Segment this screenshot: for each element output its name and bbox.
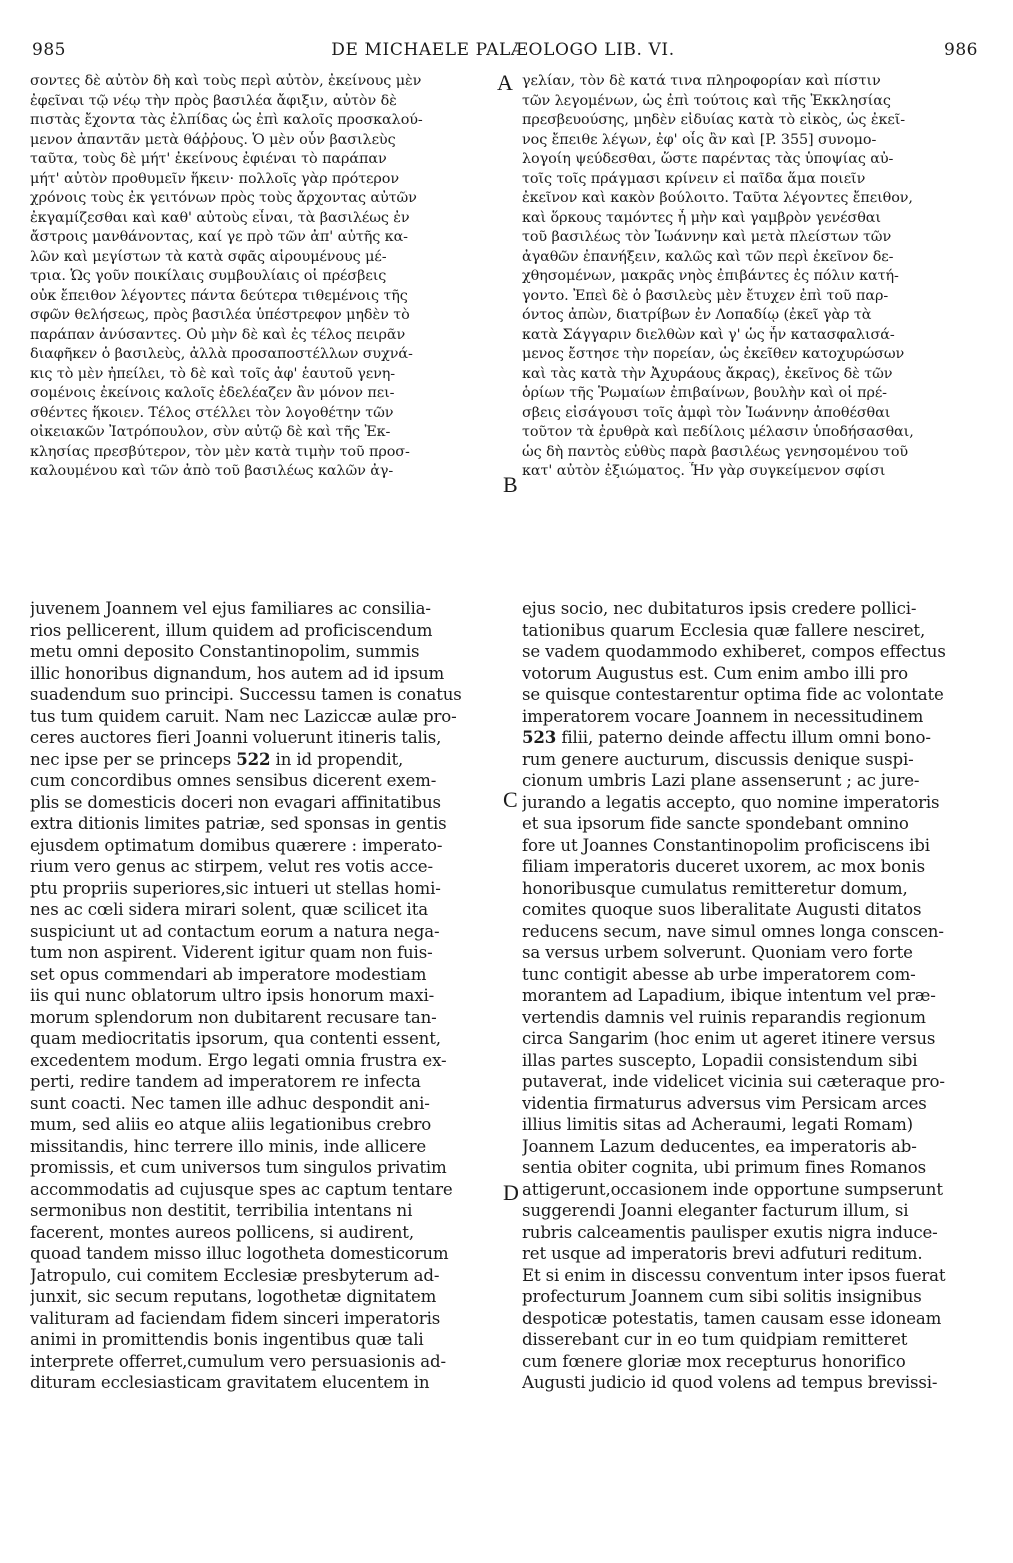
greek-column-left <box>30 72 492 482</box>
text-line: sermonibus non destitit, terribilia intentans ni <box>30 1201 413 1220</box>
latin-column-right <box>522 598 990 1394</box>
text-line: ἐκγαμίζεσθαι καὶ καθ' αὐτοὺς εἶναι, τὰ βασιλέως ἐν <box>30 209 410 226</box>
page-marker: 522 <box>236 748 271 769</box>
text-line: οἰκειακῶν Ἰατρόπουλον, σὺν αὐτῷ δὲ καὶ τῆς Ἐκ- <box>30 424 391 440</box>
text-line: quam mediocritatis ipsorum, qua contenti essent, <box>30 1029 441 1048</box>
text-line: facerent, montes aureos pollicens, si audirent, <box>30 1222 414 1242</box>
text-line: τοῦτον τὰ ἐρυθρὰ καὶ πεδίλοις μέλασιν ὑποδήσασθαι, <box>522 424 914 440</box>
text-line: μενον ἀπαντᾶν μετὰ θάῤῥους. Ὁ μὲν οὖν βασιλεὺς <box>30 131 396 148</box>
greek-column-right <box>522 72 984 482</box>
text-line: perti, redire tandem ad imperatorem re infecta <box>30 1072 421 1091</box>
text-line: ἄστροις μανθάνοντας, καί γε πρὸ τῶν ἀπ' αὐτῆς κα- <box>30 229 408 245</box>
text-line: suggerendi Joanni eleganter facturum illum, si <box>522 1201 909 1220</box>
text-line: morantem ad Lapadium, ibique intentum vel præ- <box>522 986 936 1005</box>
text-line: suadendum suo principi. Successu tamen is conatus <box>30 685 462 704</box>
text-line: διαφῆκεν ὁ βασιλεὺς, ἀλλὰ προσαποστέλλων συχνά- <box>30 346 413 362</box>
text-line: interprete offerret,cumulum vero persuasionis ad- <box>30 1351 446 1371</box>
text-line: ἐκεῖνον καὶ κακὸν βούλοιτο. Ταῦτα λέγοντες ἔπειθον, <box>522 190 913 206</box>
text-line: Augusti judicio id quod volens ad tempus brevissi- <box>522 1373 938 1392</box>
text-line: Joannem Lazum deducentes, ea imperatoris ab- <box>522 1136 917 1156</box>
text-line: promissis, et cum universos tum singulos privatim <box>30 1158 447 1177</box>
text-line: extra ditionis limites patriæ, sed sponsas in gentis <box>30 814 447 833</box>
text-line: animi in promittendis bonis ingentibus quæ tali <box>30 1330 424 1349</box>
text-line: imperatorem vocare Joannem in necessitudinem <box>522 706 924 726</box>
text-line: καὶ τὰς κατὰ τὴν Ἀχυράους ἄκρας), ἐκεῖνος δὲ τῶν <box>522 365 893 382</box>
text-line: junxit, sic secum reputans, logothetæ dignitatem <box>30 1287 437 1306</box>
text-line: Jatropulo, cui comitem Ecclesiæ presbyterum ad- <box>30 1265 440 1285</box>
margin-letter-b: B <box>503 472 518 497</box>
text-line: σθέντες ἥκοιεν. Τέλος στέλλει τὸν λογοθέτην τῶν <box>30 404 394 421</box>
text-line: plis se domesticis doceri non evagari affinitatibus <box>30 792 441 812</box>
text-line: μενος ἔστησε τὴν πορείαν, ὡς ἐκεῖθεν κατοχυρώσων <box>522 346 905 362</box>
text-line: filiam imperatoris duceret uxorem, ac mox bonis <box>522 857 926 876</box>
text-line: ὡς δὴ παντὸς εὐθὺς παρὰ βασιλέως γενησομένου τοῦ <box>522 443 909 460</box>
text-line: missitandis, hinc terrere illo minis, inde allicere <box>30 1136 427 1156</box>
text-line: γοντο. Ἐπεὶ δὲ ὁ βασιλεὺς μὲν ἔτυχεν ἐπὶ τοῦ παρ- <box>522 287 889 304</box>
text-line: τρια. Ὡς γοῦν ποικίλαις συμβουλίαις οἱ πρέσβεις <box>30 268 387 284</box>
text-line: πρεσβευούσης, μηδὲν εἰδυίας κατὰ τὸ εἰκὸς, ὡς ἐκεῖ- <box>522 112 906 128</box>
text-line: honoribusque cumulatus remitteretur domum, <box>522 878 908 898</box>
text-line: καὶ ὅρκους ταμόντες ἦ μὴν καὶ γαμβρὸν γενέσθαι <box>522 209 881 226</box>
page-number-left: 985 <box>32 40 66 60</box>
text-line: attigerunt,occasionem inde opportune sumpserunt <box>522 1179 943 1199</box>
text-line: metu omni deposito Constantinopolim, summis <box>30 642 420 661</box>
text-line: καλουμένου καὶ τῶν ἀπὸ τοῦ βασιλέως καλῶν ἀγ- <box>30 463 394 479</box>
text-line: κατ' αὐτὸν ἐξιώματος. Ἦν γὰρ συγκείμενον σφίσι <box>522 463 886 479</box>
text-line: votorum Augustus est. Cum enim ambo illi pro <box>522 663 909 683</box>
text-line: excedentem modum. Ergo legati omnia frustra ex- <box>30 1050 447 1070</box>
text-line: sunt coacti. Nec tamen ille adhuc despondit ani- <box>30 1093 430 1113</box>
text-line: nes ac cœli sidera mirari solent, quæ scilicet ita <box>30 900 428 919</box>
text-line: mum, sed aliis eo atque aliis legationibus crebro <box>30 1115 432 1134</box>
text-line: circa Sangarim (hoc enim ut ageret itinere versus <box>522 1029 936 1048</box>
text-line: ejusdem optimatum domibus quærere : imperato- <box>30 835 443 855</box>
text-line: set opus commendari ab imperatore modestiam <box>30 964 427 984</box>
text-line: accommodatis ad cujusque spes ac captum tentare <box>30 1179 453 1199</box>
text-line: οὐκ ἔπειθον λέγοντες πάντα δεύτερα τιθεμένοις τῆς <box>30 287 408 304</box>
text-line: ceres auctores fieri Joanni voluerunt itineris talis, <box>30 728 442 747</box>
text-line: λογοίη ψεύδεσθαι, ὥστε παρέντας τὰς ὑποψίας αὐ- <box>522 151 894 167</box>
text-line: illas partes suscepto, Lopadii consistendum sibi <box>522 1050 918 1070</box>
text-line: se vadem quodammodo exhiberet, compos effectus <box>522 642 946 661</box>
margin-letter-a: A <box>497 70 513 95</box>
text-line: ret usque ad imperatoris brevi adfuturi reditum. <box>522 1244 923 1263</box>
text-line: σφῶν θελήσεως, πρὸς βασιλέα ὑπέστρεφον μηδὲν τὸ <box>30 307 410 323</box>
text-line: γελίαν, τὸν δὲ κατά τινα πληροφορίαν καὶ πίστιν <box>522 73 881 89</box>
text-line: παράπαν ἀνύσαντες. Οὐ μὴν δὲ καὶ ἐς τέλος πειρᾶν <box>30 326 406 343</box>
text-line: juvenem Joannem vel ejus familiares ac consilia- <box>30 599 431 618</box>
text-line: cum concordibus omnes sensibus dicerent exem- <box>30 771 437 790</box>
text-line: rubris calceamentis paulisper exutis nigra induce- <box>522 1222 938 1242</box>
text-line: 523 filii, paterno deinde affectu illum omni bono- <box>522 727 931 747</box>
text-line: tus tum quidem caruit. Nam nec Laziccæ aulæ pro- <box>30 706 457 726</box>
text-line: νος ἔπειθε λέγων, ἐφ' οἷς ἂν καὶ [P. 355] συνομο- <box>522 131 877 148</box>
text-line: iis qui nunc oblatorum ultro ipsis honorum maxi- <box>30 986 435 1005</box>
margin-letter-d: D <box>503 1180 519 1205</box>
text-line: σομένοις ἐκείνοις καλοῖς ἐδελέαζεν ἂν μόνον πει- <box>30 385 395 401</box>
text-line: κατὰ Σάγγαριν διελθὼν καὶ γ' ὡς ἦν κατασφαλισά- <box>522 326 895 343</box>
text-line: λῶν καὶ μεγίστων τὰ κατὰ σφᾶς αἱρουμένους μέ- <box>30 248 387 265</box>
latin-column-left <box>30 598 498 1394</box>
text-line: reducens secum, nave simul omnes longa conscen- <box>522 921 944 941</box>
running-title: DE MICHAELE PALÆOLOGO LIB. VI. <box>331 40 675 60</box>
text-line: illius limitis sitas ad Acheraumi, legati Romam) <box>522 1115 913 1134</box>
text-line: vertendis damnis vel ruinis reparandis regionum <box>522 1007 926 1027</box>
text-line: Et si enim in discessu conventum inter ipsos fuerat <box>522 1265 946 1285</box>
text-line: rios pellicerent, illum quidem ad proficiscendum <box>30 620 433 640</box>
text-line: quoad tandem misso illuc logotheta domesticorum <box>30 1244 449 1263</box>
text-line: jurando a legatis accepto, quo nomine imperatoris <box>522 792 940 812</box>
text-line: cionum umbris Lazi plane assenserunt ; ac jure- <box>522 771 920 790</box>
text-line: μήτ' αὐτὸν προθυμεῖν ἥκειν· πολλοῖς γὰρ πρότερον <box>30 170 399 187</box>
text-line: et sua ipsorum fide sancte spondebant omnino <box>522 814 909 833</box>
text-line: χθησομένων, μακρᾶς νηὸς ἐπιβάντες ἐς πόλιν κατή- <box>522 268 899 284</box>
page-marker: 523 <box>522 727 557 747</box>
text-line: valituram ad faciendam fidem sinceri imperatoris <box>30 1308 441 1328</box>
text-line: se quisque contestarentur optima fide ac volontate <box>522 685 944 704</box>
text-line: κις τὸ μὲν ἠπείλει, τὸ δὲ καὶ τοῖς ἀφ' ἑαυτοῦ γενη- <box>30 365 396 382</box>
text-line: σβεις εἰσάγουσι τοῖς ἀμφὶ τὸν Ἰωάννην ἀποθέσθαι <box>522 404 891 421</box>
text-line: χρόνοις τοὺς ἐκ γειτόνων πρὸς τοὺς ἄρχοντας αὐτῶν <box>30 190 417 206</box>
text-line: τοῦ βασιλέως τὸν Ἰωάννην καὶ μετὰ πλείστων τῶν <box>522 229 892 245</box>
text-line: videntia firmaturus adversus vim Persicam arces <box>522 1093 927 1113</box>
text-line: τῶν λεγομένων, ὡς ἐπὶ τούτοις καὶ τῆς Ἐκκλησίας <box>522 92 891 109</box>
text-line: fore ut Joannes Constantinopolim proficiscens ibi <box>522 835 930 855</box>
text-line: nec ipse per se princeps 522 in id propendit, <box>30 748 404 769</box>
text-line: comites quoque suos liberalitate Augusti ditatos <box>522 900 922 919</box>
text-line: όντος ἀπὼν, διατρίβων ἐν Λοπαδίῳ (ἐκεῖ γὰρ τὰ <box>522 307 872 323</box>
text-line: suspiciunt ut ad contactum eorum a natura nega- <box>30 921 440 941</box>
text-line: ὁρίων τῆς Ῥωμαίων ἐπιβαίνων, βουλὴν καὶ οἱ πρέ- <box>522 385 887 401</box>
page-number-right: 986 <box>944 40 978 60</box>
text-line: ptu propriis superiores,sic intueri ut stellas homi- <box>30 878 441 898</box>
text-line: κλησίας πρεσβύτερον, τὸν μὲν κατὰ τιμὴν τοῦ προσ- <box>30 443 410 460</box>
margin-letter-c: C <box>503 787 518 812</box>
running-header <box>28 40 978 68</box>
text-line: cum fœnere gloriæ mox recepturus honorifico <box>522 1351 906 1371</box>
text-line: πιστὰς ἔχοντα τὰς ἐλπίδας ὡς ἐπὶ καλοῖς προσκαλού- <box>30 112 423 128</box>
text-line: ejus socio, nec dubitaturos ipsis credere pollici- <box>522 599 917 618</box>
text-line: despoticæ potestatis, tamen causam esse idoneam <box>522 1308 942 1328</box>
text-line: dituram ecclesiasticam gravitatem elucentem in <box>30 1373 430 1392</box>
text-line: rium vero genus ac stirpem, velut res votis acce- <box>30 857 433 876</box>
text-line: illic honoribus dignandum, hos autem ad id ipsum <box>30 663 445 683</box>
text-line: ἐφεῖναι τῷ νέῳ τὴν πρὸς βασιλέα ἄφιξιν, αὐτὸν δὲ <box>30 92 397 109</box>
text-line: ταῦτα, τοὺς δὲ μήτ' ἐκείνους ἐφιέναι τὸ παράπαν <box>30 151 387 167</box>
text-line: putaverat, inde videlicet vicinia sui cæteraque pro- <box>522 1072 945 1091</box>
text-line: rum genere aucturum, discussis denique suspi- <box>522 749 914 769</box>
text-line: profecturum Joannem cum sibi solitis insignibus <box>522 1287 922 1306</box>
text-line: τοῖς τοῖς πράγμασι κρίνειν εἰ παῖδα ἅμα ποιεῖν <box>522 170 866 187</box>
text-line: sa versus urbem solverunt. Quoniam vero forte <box>522 943 913 962</box>
text-line: disserebant cur in eo tum quidpiam remitteret <box>522 1330 908 1349</box>
text-line: tationibus quarum Ecclesia quæ fallere nesciret, <box>522 620 926 640</box>
text-line: tunc contigit abesse ab urbe imperatorem com- <box>522 964 916 984</box>
text-line: σοντες δὲ αὐτὸν δὴ καὶ τοὺς περὶ αὐτὸν, ἐκείνους μὲν <box>30 73 422 89</box>
text-line: tum non aspirent. Viderent igitur quam non fuis- <box>30 943 433 962</box>
text-line: morum splendorum non dubitarent recusare tan- <box>30 1007 437 1027</box>
text-line: sentia obiter cognita, ubi primum fines Romanos <box>522 1158 926 1177</box>
text-line: ἀγαθῶν ἐπανήξειν, καλῶς καὶ τῶν περὶ ἐκεῖνον δε- <box>522 248 894 265</box>
